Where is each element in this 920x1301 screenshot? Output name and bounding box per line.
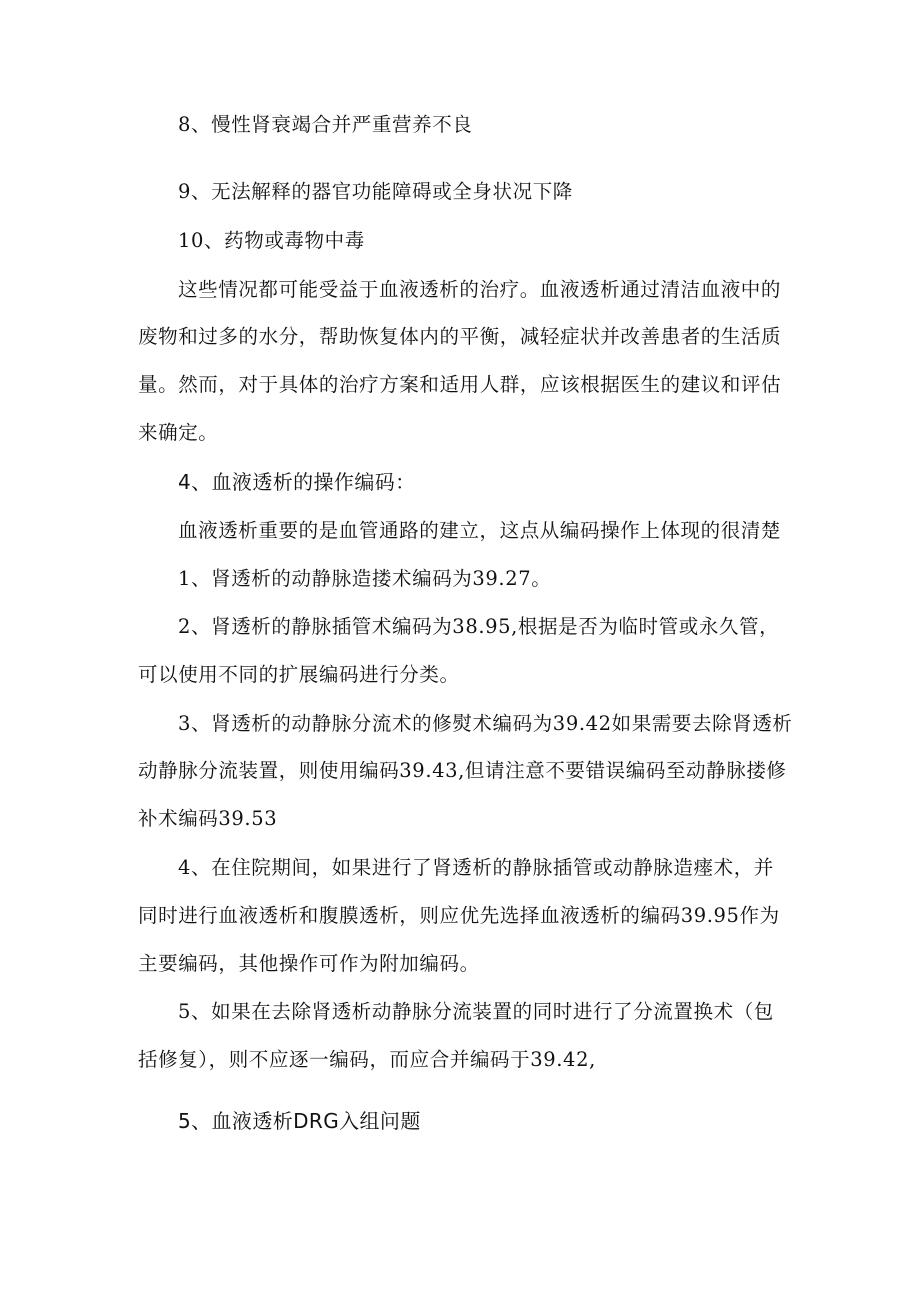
paragraph-line: 这些情况都可能受益于血液透析的治疗。血液透析通过清洁血液中的 [178,278,782,301]
list-item-3: 3、肾透析的动静脉分流术的修熨术编码为39.42如果需要去除肾透析 [178,712,793,735]
list-item-10: 10、药物或毒物中毒 [178,229,365,252]
list-item-9: 9、无法解释的器官功能障碍或全身状况下降 [178,180,573,203]
list-item-2-cont: 可以使用不同的扩展编码进行分类。 [138,663,460,686]
paragraph-line: 血液透析重要的是血管通路的建立，这点从编码操作上体现的很清楚 [178,519,782,542]
section-heading-4: 4、血液透析的操作编码： [178,470,416,494]
list-item-5-cont: 括修复），则不应逐一编码，而应合并编码于39.42, [138,1048,596,1071]
section-heading-5: 5、血液透析DRG入组问题 [178,1109,421,1133]
list-item-5: 5、如果在去除肾透析动静脉分流装置的同时进行了分流置换术（包 [178,1000,774,1023]
list-item-1: 1、肾透析的动静脉造搂术编码为39.27。 [178,567,552,590]
list-item-3-cont: 补术编码39.53 [138,807,278,830]
list-item-3-cont: 动静脉分流装置，则使用编码39.43,但请注意不要错误编码至动静脉搂修 [138,759,787,782]
paragraph-line: 量。然而，对于具体的治疗方案和适用人群，应该根据医生的建议和评估 [138,373,782,396]
list-item-8: 8、慢性肾衰竭合并严重营养不良 [178,113,473,136]
paragraph-line: 来确定。 [138,421,219,444]
list-item-2: 2、肾透析的静脉插管术编码为38.95,根据是否为临时管或永久管， [178,615,780,638]
list-item-4-cont: 同时进行血液透析和腹膜透析，则应优先选择血液透析的编码39.95作为 [138,904,780,927]
list-item-4-cont: 主要编码，其他操作可作为附加编码。 [138,952,480,975]
paragraph-line: 废物和过多的水分，帮助恢复体内的平衡，减轻症状并改善患者的生活质 [138,325,782,348]
list-item-4: 4、在住院期间，如果进行了肾透析的静脉插管或动静脉造瘗术，并 [178,856,774,879]
